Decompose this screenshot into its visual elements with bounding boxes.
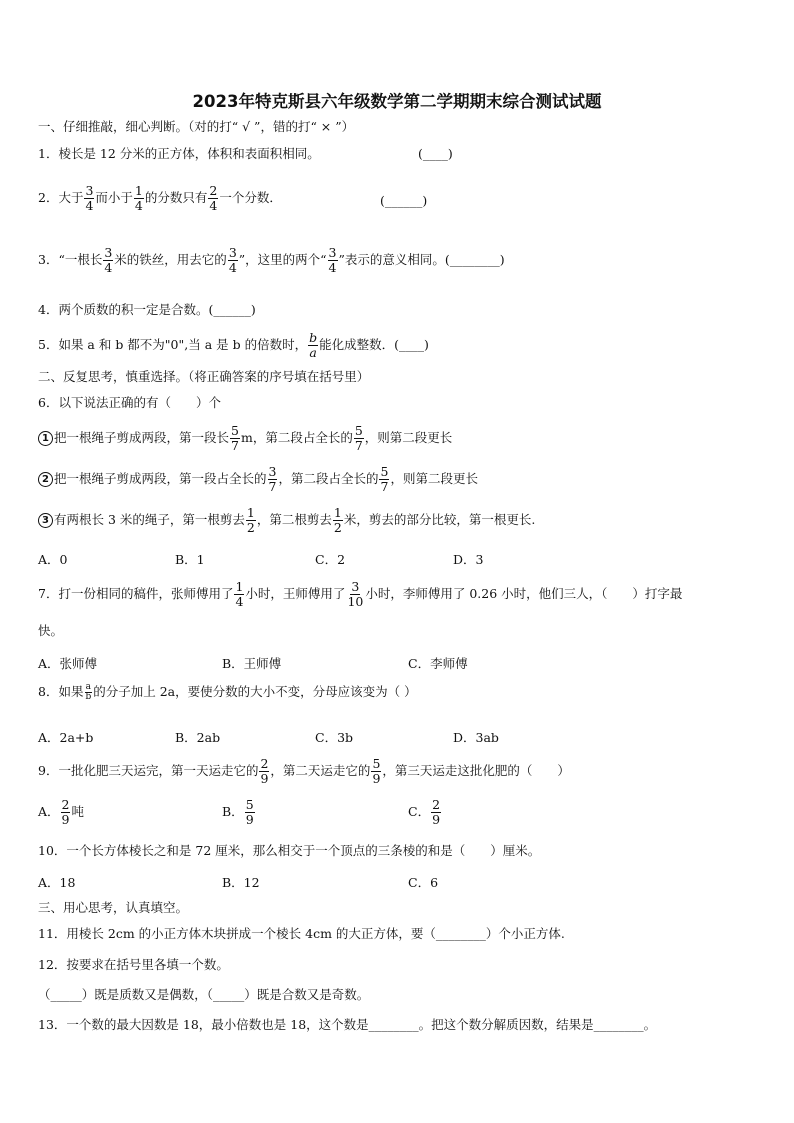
page-title: 2023年特克斯县六年级数学第二学期期末综合测试试题	[192, 92, 602, 111]
denominator: 9	[372, 771, 381, 786]
numerator: 3	[85, 183, 94, 198]
circled-number-icon: 2	[38, 472, 53, 487]
q7-text-a: 7．打一份相同的稿件，张师傅用了	[38, 586, 234, 601]
option-letter: B．	[222, 804, 244, 819]
question-7	[38, 580, 764, 609]
q8-text-b: 的分子加上 2a，要使分数的大小不变，分母应该变为（ ）	[93, 684, 417, 699]
fraction	[346, 580, 364, 609]
numerator: 2	[61, 797, 70, 812]
section-3-heading: 三、用心思考，认真填空。	[38, 900, 189, 915]
numerator: 1	[333, 505, 342, 520]
q3-text-d: ”表示的意义相同。(________)	[338, 252, 505, 267]
question-6-stem: 6．以下说法正确的有（ ）个	[38, 395, 221, 410]
fraction	[208, 184, 218, 213]
q9-option-c[interactable]	[408, 798, 442, 827]
numerator: 3	[104, 245, 113, 260]
denominator: 10	[347, 594, 364, 609]
statement-text: m，第二段占全长的	[240, 430, 353, 445]
fraction	[234, 580, 244, 609]
q7-option-b[interactable]: B．王师傅	[222, 656, 282, 671]
q7-continuation: 快。	[38, 623, 64, 638]
q2-text-a: 2．大于	[38, 190, 84, 205]
question-11: 11．用棱长 2cm 的小正方体木块拼成一个棱长 4cm 的大正方体，要（________）个小正方体.	[38, 926, 565, 941]
denominator: 7	[268, 479, 277, 494]
circled-number-icon: 3	[38, 513, 53, 528]
fraction	[431, 798, 441, 827]
q7-option-c[interactable]: C．李师傅	[408, 656, 468, 671]
denominator: a	[309, 345, 317, 360]
numerator: a	[85, 682, 92, 692]
denominator: 4	[85, 198, 94, 213]
question-4: 4．两个质数的积一定是合数。(______)	[38, 302, 256, 317]
denominator: 7	[231, 438, 239, 453]
q3-text-c: ”，这里的两个“	[238, 252, 327, 267]
statement-text: 把一根绳子剪成两段，第一段占全长的	[54, 471, 267, 486]
fraction	[84, 184, 94, 213]
section-2-heading: 二、反复思考，慎重选择。（将正确答案的序号填在括号里）	[38, 369, 370, 384]
fraction	[354, 424, 364, 453]
question-5	[38, 331, 764, 360]
q9-text-c: ，第三天运走这批化肥的（ ）	[382, 763, 570, 778]
q3-text-b: 米的铁丝，用去它的	[114, 252, 227, 267]
numerator: 2	[432, 797, 441, 812]
q1-text: 1．棱长是 12 分米的正方体，体积和表面积相同。	[38, 146, 320, 161]
option-letter: C．	[408, 804, 431, 819]
question-12: 12．按要求在括号里各填一个数。	[38, 957, 229, 972]
fraction	[84, 683, 92, 702]
q5-text-a: 5．如果 a 和 b 都不为"0",当 a 是 b 的倍数时，	[38, 337, 308, 352]
q6-option-a[interactable]: A．0	[38, 552, 68, 567]
fraction	[328, 246, 338, 275]
q8-option-c[interactable]: C．3b	[315, 730, 354, 745]
numerator: 1	[235, 579, 244, 594]
question-8	[38, 683, 764, 702]
q6-statement-3	[38, 506, 764, 535]
fraction	[379, 465, 389, 494]
q6-option-d[interactable]: D．3	[453, 552, 484, 567]
q7-text-c: 小时，李师傅用了 0.26 小时，他们三人，（ ）打字最	[365, 586, 683, 601]
statement-text: ，则第二段更长	[390, 471, 478, 486]
q5-text-b: 能化成整数．(____)	[319, 337, 429, 352]
numerator: 5	[372, 756, 381, 771]
statement-text: 米，剪去的部分比较，第一根更长.	[343, 512, 536, 527]
numerator: 5	[354, 423, 363, 438]
q9-text-b: ，第二天运走它的	[270, 763, 371, 778]
circled-number-icon: 1	[38, 431, 53, 446]
denominator: 7	[380, 479, 389, 494]
fraction	[371, 757, 381, 786]
fraction	[246, 506, 256, 535]
denominator: 9	[245, 812, 254, 827]
denominator: 9	[432, 812, 441, 827]
denominator: 4	[134, 198, 143, 213]
numerator: 3	[268, 464, 277, 479]
q6-option-b[interactable]: B．1	[175, 552, 205, 567]
q8-option-d[interactable]: D．3ab	[453, 730, 499, 745]
q10-option-a[interactable]: A．18	[38, 875, 76, 890]
option-letter: A．	[38, 804, 60, 819]
statement-text: ，第二根剪去	[256, 512, 332, 527]
fraction	[103, 246, 113, 275]
numerator: 5	[380, 464, 389, 479]
fraction	[268, 465, 278, 494]
numerator: 5	[231, 423, 239, 438]
denominator: 2	[333, 520, 342, 535]
q10-option-c[interactable]: C．6	[408, 875, 439, 890]
fraction	[61, 798, 71, 827]
fraction	[228, 246, 238, 275]
q6-statement-2	[38, 465, 764, 494]
denominator: b	[85, 692, 92, 702]
numerator: 1	[246, 505, 255, 520]
fraction	[245, 798, 255, 827]
q9-option-b[interactable]	[222, 798, 256, 827]
q9-option-a[interactable]	[38, 798, 84, 827]
statement-text: 有两根长 3 米的绳子，第一根剪去	[54, 512, 245, 527]
q1-answer-blank[interactable]: (____)	[418, 146, 453, 161]
numerator: b	[309, 330, 318, 345]
denominator: 4	[235, 594, 244, 609]
numerator: 1	[134, 183, 143, 198]
fraction	[134, 184, 144, 213]
numerator: 3	[228, 245, 237, 260]
statement-text: ，第二段占全长的	[278, 471, 379, 486]
q8-text-a: 8．如果	[38, 684, 84, 699]
denominator: 4	[328, 260, 337, 275]
denominator: 4	[228, 260, 237, 275]
fraction	[333, 506, 343, 535]
denominator: 2	[246, 520, 255, 535]
fraction	[308, 331, 318, 360]
q2-text-c: 的分数只有	[144, 190, 208, 205]
q6-statement-1	[38, 424, 764, 453]
section-1-heading: 一、仔细推敲，细心判断。（对的打“ √ ”，错的打“ × ”）	[38, 119, 355, 134]
numerator: 5	[245, 797, 254, 812]
statement-text: ，则第二段更长	[364, 430, 453, 445]
question-3	[38, 246, 764, 275]
unit: 吨	[71, 804, 84, 819]
fraction	[230, 424, 240, 453]
numerator: 2	[209, 183, 218, 198]
q7-option-a[interactable]: A．张师傅	[38, 656, 98, 671]
denominator: 4	[104, 260, 113, 275]
statement-text: 把一根绳子剪成两段，第一段长	[54, 430, 230, 445]
denominator: 4	[209, 198, 218, 213]
q2-text-b: 而小于	[95, 190, 133, 205]
numerator: 2	[260, 756, 269, 771]
numerator: 3	[328, 245, 337, 260]
q3-text-a: 3．“一根长	[38, 252, 103, 267]
denominator: 9	[260, 771, 269, 786]
fraction	[259, 757, 269, 786]
q10-option-b[interactable]: B．12	[222, 875, 260, 890]
q2-text-d: 一个分数．	[219, 190, 282, 205]
question-2	[38, 184, 764, 213]
question-13: 13．一个数的最大因数是 18，最小倍数也是 18，这个数是________。把这个数分解质因数，结果是________。	[38, 1017, 657, 1032]
numerator: 3	[351, 579, 360, 594]
question-10: 10．一个长方体棱长之和是 72 厘米，那么相交于一个顶点的三条棱的和是（ ）厘米。	[38, 843, 541, 858]
denominator: 9	[61, 812, 70, 827]
q7-text-b: 小时，王师傅用了	[245, 586, 346, 601]
q8-option-a[interactable]: A．2a+b	[38, 730, 94, 745]
q2-answer-blank[interactable]: (______)	[380, 193, 428, 208]
q6-option-c[interactable]: C．2	[315, 552, 346, 567]
q12-blanks-line[interactable]: （_____）既是质数又是偶数，（_____）既是合数又是奇数。	[38, 987, 370, 1002]
q8-option-b[interactable]: B．2ab	[175, 730, 221, 745]
denominator: 7	[354, 438, 363, 453]
question-1	[38, 145, 764, 163]
question-9	[38, 757, 764, 786]
q9-text-a: 9．一批化肥三天运完，第一天运走它的	[38, 763, 259, 778]
